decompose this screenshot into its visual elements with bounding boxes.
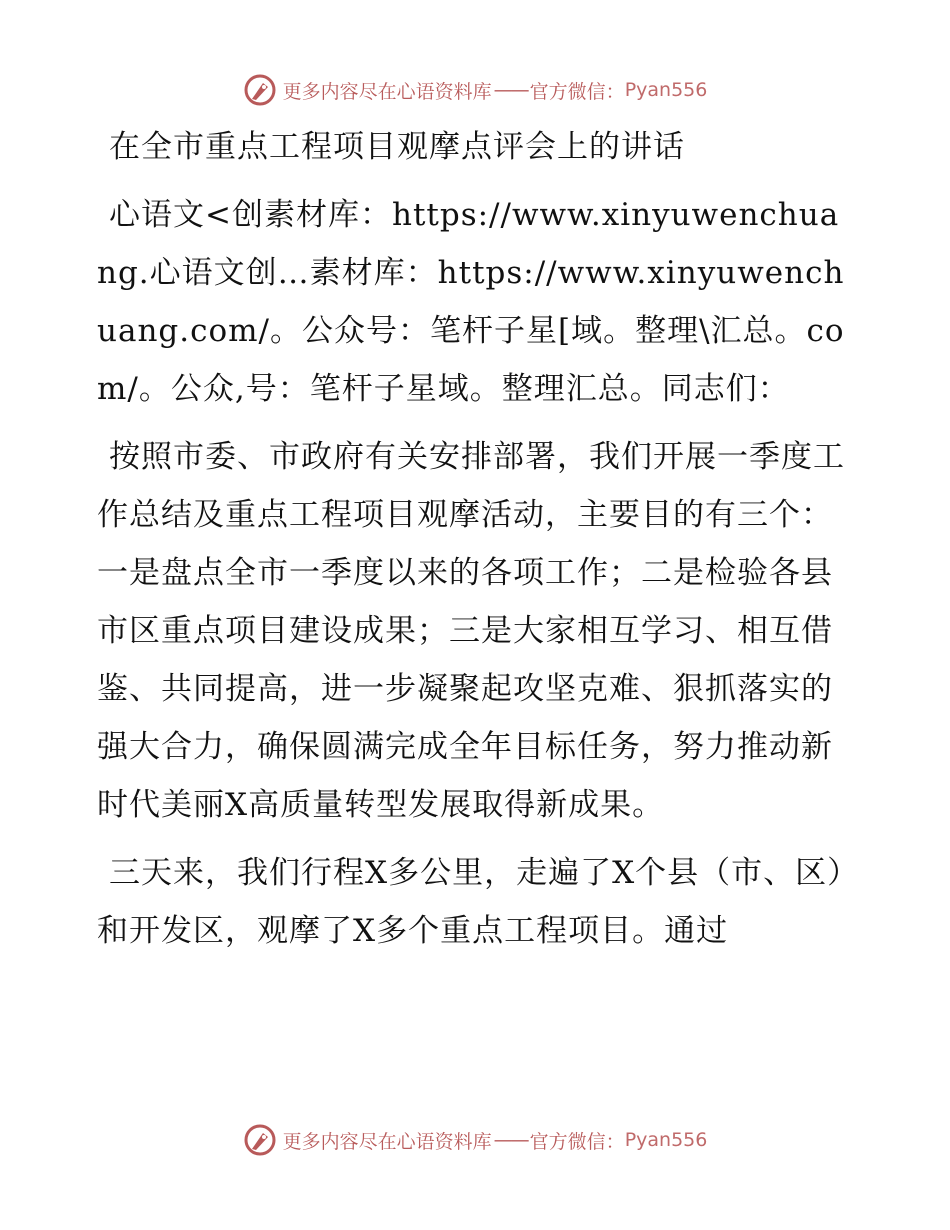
- document-body: [97, 118, 857, 960]
- banner-text: 更多内容尽在心语资料库: [282, 80, 492, 103]
- banner-account: Pyan556: [624, 1129, 708, 1151]
- document-title: 在全市重点工程项目观摩点评会上的讲话: [109, 129, 685, 165]
- header-watermark-banner: [0, 70, 950, 110]
- footer-watermark-banner: [0, 1120, 950, 1160]
- banner-text: 更多内容尽在心语资料库: [282, 1130, 492, 1153]
- banner-account: Pyan556: [624, 79, 708, 101]
- paragraph-3: 三天来，我们行程X多公里，走遍了X个县（市、区）和开发区，观摩了X多个重点工程项目。通过: [97, 855, 844, 949]
- pen-nib-logo-icon: [243, 73, 277, 107]
- banner-dash: ——: [493, 79, 528, 101]
- paragraph-2: 按照市委、市政府有关安排部署，我们开展一季度工作总结及重点工程项目观摩活动，主要目的有三个：一是盘点全市一季度以来的各项工作；二是检验各县市区重点项目建设成果；三是大家相互学习、相互借鉴、共同提高，进一步凝聚起攻坚克难、狠抓落实的强大合力，确保圆满完成全年目标任务，努力推动新时代美丽X高质量转型发展取得新成果。: [97, 439, 845, 823]
- pen-nib-logo-icon: [243, 1123, 277, 1157]
- banner-label: 官方微信：: [529, 80, 625, 103]
- banner-dash: ——: [493, 1129, 528, 1151]
- paragraph-1: 心语文<创素材库：https://www.xinyuwenchuang.心语文创…素材库：https://www.xinyuwenchuang.com/。公众号：笔杆子星[域。整理\汇总。com/。公众,号：笔杆子星域。整理汇总。同志们：: [97, 197, 845, 407]
- banner-label: 官方微信：: [529, 1130, 625, 1153]
